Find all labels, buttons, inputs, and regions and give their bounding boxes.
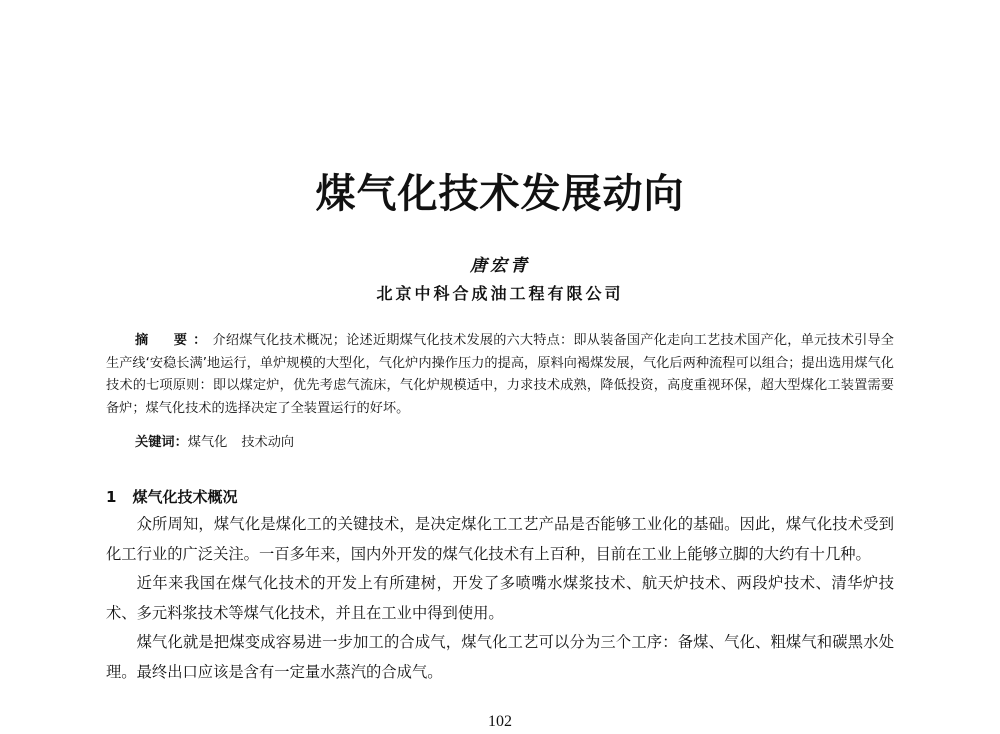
paragraph: 煤气化就是把煤变成容易进一步加工的合成气，煤气化工艺可以分为三个工序：备煤、气化、粗煤气和碳黑水处理。最终出口应该是含有一定量水蒸汽的合成气。 <box>106 633 894 681</box>
section-number: 1 <box>106 488 117 506</box>
paragraph: 众所周知，煤气化是煤化工的关键技术，是决定煤化工工艺产品是否能够工业化的基础。因此，煤气化技术受到化工行业的广泛关注。一百多年来，国内外开发的煤气化技术有上百种，目前在工业上能够立脚的大约有十几种。 <box>106 515 894 563</box>
keyword: 煤气化 <box>187 435 228 450</box>
section-title: 煤气化技术概况 <box>132 488 238 506</box>
keyword: 技术动向 <box>241 435 295 450</box>
paragraph: 近年来我国在煤气化技术的开发上有所建树，开发了多喷嘴水煤浆技术、航天炉技术、两段炉技术、清华炉技术、多元料浆技术等煤气化技术，并且在工业中得到使用。 <box>106 574 894 622</box>
section-heading <box>106 486 237 508</box>
keywords-label: 关键词： <box>135 435 188 450</box>
abstract-text: 介绍煤气化技术概况；论述近期煤气化技术发展的六大特点：即从装备国产化走向工艺技术国产化，单元技术引导全生产线‘安稳长满’地运行，单炉规模的大型化，气化炉内操作压力的提高，原料向褐煤发展，气化后两种流程可以组合；提出选用煤气化技术的七项原则：即以煤定炉，优先考虑气流床，气化炉规模适中，力求技术成熟，降低投资，高度重视环保，超大型煤化工装置需要备炉；煤气化技术的选择决定了全装置运行的好坏。 <box>106 333 894 416</box>
author-affiliation: 北京中科合成油工程有限公司 <box>376 284 624 303</box>
keywords <box>106 432 894 454</box>
author-name: 唐宏青 <box>470 256 530 276</box>
page-number: 102 <box>488 713 512 730</box>
paper-title: 煤气化技术发展动向 <box>315 171 685 217</box>
abstract <box>106 330 894 420</box>
abstract-label: 摘 要： <box>135 333 213 348</box>
body-text <box>106 510 894 687</box>
